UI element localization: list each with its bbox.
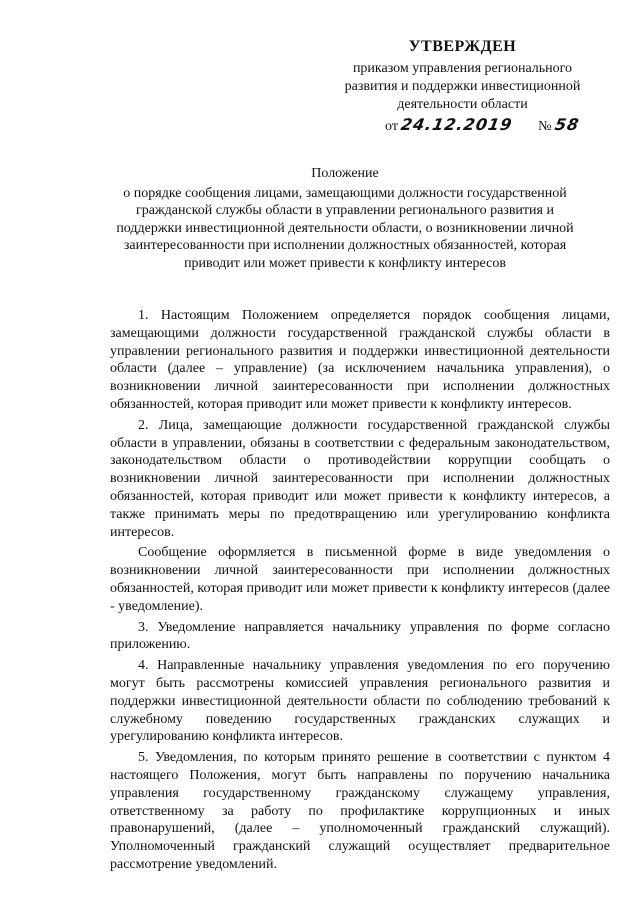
approval-line: развития и поддержки инвестиционной	[344, 79, 581, 94]
heading-line: гражданской службы области в управлении регионального развития и	[136, 203, 554, 218]
paragraph-1: 1. Настоящим Положением определяется порядок сообщения лицами, замещающими должности государственной гражданской службы области в управлении регионального развития и поддержки инвестиционной деятельности области (далее – управление) (за исключением начальника управления), о возникновении личной заинтересованности при исполнении должностных обязанностей, которая приводит или может привести к конфликту интересов.	[110, 308, 610, 412]
approval-block	[330, 38, 595, 136]
paragraph-5: 5. Уведомления, по которым принято решение в соответствии с пунктом 4 настоящего Положения, могут быть направлены по поручению начальника управления государственному гражданскому служащему управления, ответственному за работу по профилактике коррупционных и иных правонарушений, (далее – уполномоченный гражданский служащий). Уполномоченный гражданский служащий осуществляет предварительное рассмотрение уведомлений.	[110, 750, 610, 872]
approval-line: деятельности области	[397, 97, 528, 112]
approval-title: УТВЕРЖДЕН	[408, 38, 517, 55]
heading-line: приводит или может привести к конфликту интересов	[184, 255, 506, 271]
approval-date-row	[330, 116, 595, 136]
paragraph-3: 3. Уведомление направляется начальнику управления по форме согласно приложению.	[110, 619, 610, 653]
document-body	[110, 307, 610, 874]
paragraph-2-continuation: Сообщение оформляется в письменной форме в виде уведомления о возникновении личной заинтересованности при исполнении должностных обязанностей, которая приводит или может привести к конфликту интересов (далее - уведомление).	[110, 545, 610, 614]
approval-line: приказом управления регионального	[352, 61, 573, 76]
handwritten-date: 24.12.2019	[399, 115, 515, 134]
heading-title: Положение	[311, 166, 379, 181]
paragraph-2: 2. Лица, замещающие должности государственной гражданской службы области в управлении, обязаны в соответствии с федеральным законодательством, законодательством области о противодействии коррупции сообщать о возникновении личной заинтересованности при исполнении должностных обязанностей, которая приводит или может привести к конфликту интересов, а также принимать меры по предотвращению или урегулированию конфликта интересов.	[110, 417, 610, 540]
paragraph-4: 4. Направленные начальнику управления уведомления по его поручению могут быть рассмотрены комиссией управления регионального развития и поддержки инвестиционной деятельности области по соблюдению требований к служебному поведению государственных гражданских служащих и урегулированию конфликта интересов.	[110, 658, 610, 745]
heading-line: поддержки инвестиционной деятельности области, о возникновении личной	[116, 220, 574, 236]
document-heading	[95, 165, 595, 272]
heading-line: заинтересованности при исполнении должностных обязанностей, которая	[123, 238, 567, 253]
number-label: №	[538, 119, 552, 134]
handwritten-number: 58	[553, 115, 582, 134]
heading-line: о порядке сообщения лицами, замещающими должности государственной	[123, 185, 567, 201]
date-prefix: от	[385, 119, 398, 134]
